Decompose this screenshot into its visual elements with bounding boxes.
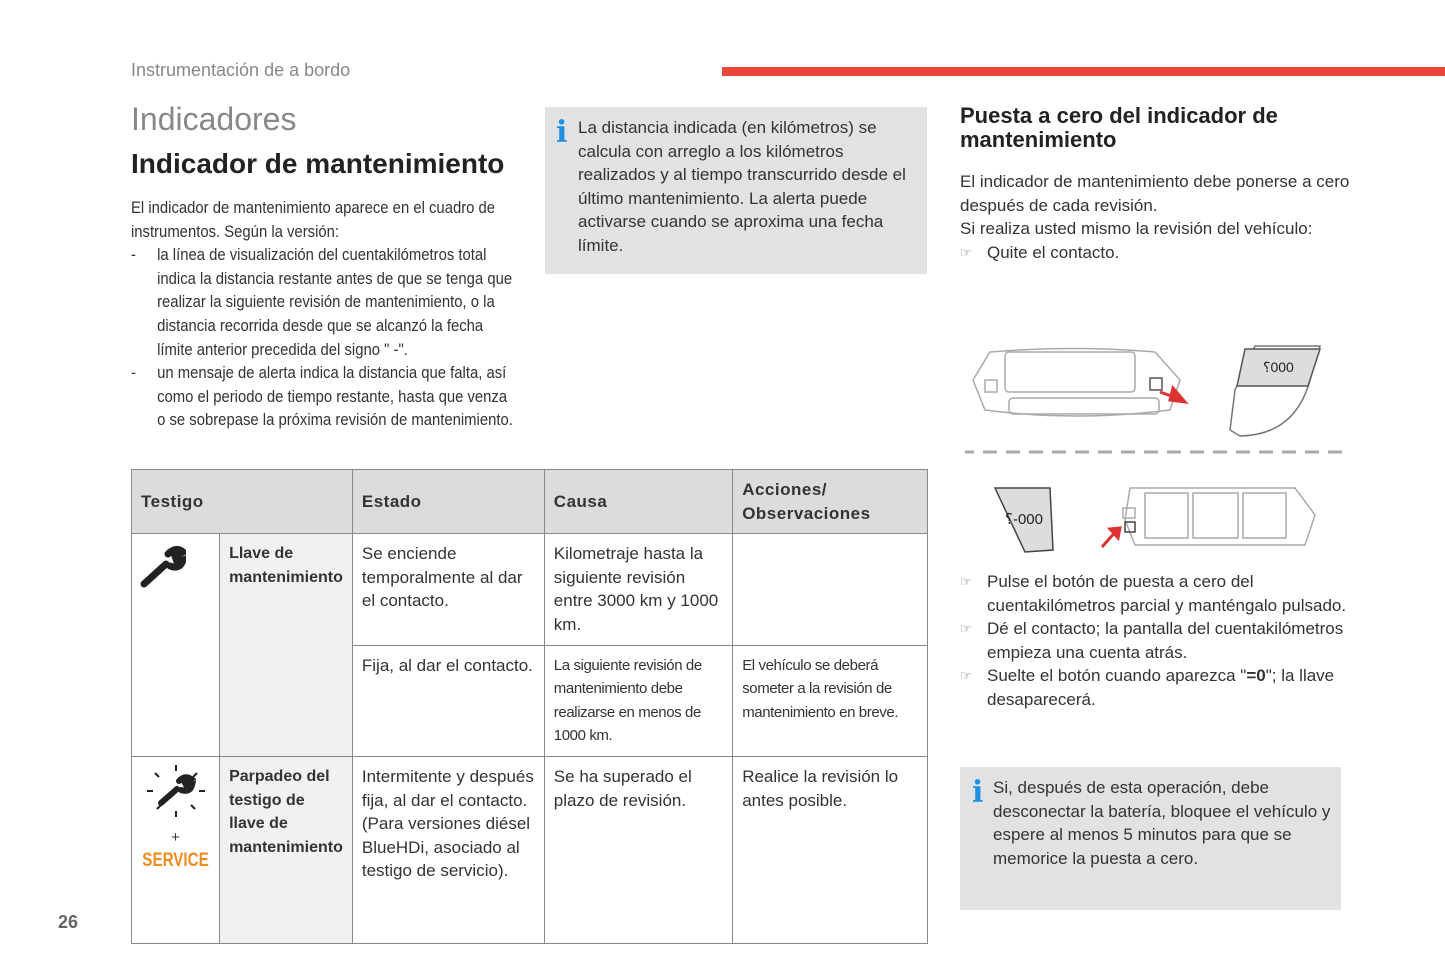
intro — [131, 197, 518, 433]
info-box — [545, 107, 927, 274]
reset-p1: El indicador de mantenimiento debe ponerse a cero después de cada revisión. — [960, 172, 1350, 215]
header-causa: Causa — [544, 470, 732, 534]
pointing-hand-icon: ☞ — [960, 668, 972, 684]
table-header — [132, 470, 928, 534]
cell-acciones: Realice la revisión lo antes posible. — [733, 756, 928, 943]
intro-item-text: un mensaje de alerta indica la distancia que falta, así como el periodo de tiempo restante, hasta que venza o se sobrepase la próxima revisión de mantenimiento. — [157, 364, 513, 430]
cell-acciones: El vehículo se deberá someter a la revisión de mantenimiento en breve. — [733, 645, 928, 756]
pointing-hand-icon: ☞ — [960, 621, 972, 637]
cell-causa: Kilometraje hasta la siguiente revisión entre 3000 km y 1000 km. — [544, 534, 732, 645]
step — [960, 617, 1350, 664]
flashing-wrench-cell — [132, 756, 220, 943]
cell-causa: La siguiente revisión de mantenimiento debe realizarse en menos de 1000 km. — [544, 645, 732, 756]
display-value-countdown: -000 — [1012, 511, 1043, 528]
display-value: 000 — [1270, 359, 1294, 375]
info-icon: i — [972, 775, 984, 810]
cell-estado: Fija, al dar el contacto. — [352, 645, 544, 756]
header-estado: Estado — [352, 470, 544, 534]
svg-text:⸮000: ⸮000 — [1263, 359, 1294, 375]
step — [960, 570, 1350, 617]
plus-sign: + — [171, 828, 180, 846]
accent-bar — [722, 67, 1445, 76]
intro-item-text: la línea de visualización del cuentakilómetros total indica la distancia restante antes de que se tenga que realizar la siguiente revisión de mantenimiento, o la distancia recorrida desde que se alcanzó la fecha límite anterior precedida del signo " -". — [157, 246, 513, 359]
intro-item: - la línea de visualización del cuentakilómetros total indica la distancia restante antes de que se tenga que realizar la siguiente revisión de mantenimiento, o la distancia recorrida desde que se alcanzó la fecha límite anterior precedida del signo " -". — [131, 244, 518, 362]
cell-estado: Intermitente y después fija, al dar el contacto. (Para versiones diésel BlueHDi, asociado al testigo de servicio). — [352, 756, 544, 943]
intro-item: - un mensaje de alerta indica la distancia que falta, así como el periodo de tiempo restante, hasta que venza o se sobrepase la próxima revisión de mantenimiento. — [131, 362, 518, 433]
label-llave: Llave de mantenimiento — [220, 534, 353, 757]
reset-p2: Si realiza usted mismo la revisión del vehículo: — [960, 219, 1313, 239]
info-text: Si, después de esta operación, debe desconectar la batería, bloquee el vehículo y espere al menos 5 minutos para que se memorice la puesta a cero. — [993, 778, 1331, 868]
service-icon: SERVICE — [142, 850, 209, 872]
pointing-hand-icon: ☞ — [960, 244, 972, 260]
page-subtitle: Indicador de mantenimiento — [131, 148, 505, 179]
pointing-hand-icon: ☞ — [960, 574, 972, 589]
svg-text:⸮-000: ⸮-000 — [1005, 511, 1043, 528]
intro-text: El indicador de mantenimiento aparece en el cuadro de instrumentos. Según la versión: — [131, 199, 496, 241]
table-row — [132, 756, 928, 943]
cell-estado: Se enciende temporalmente al dar el contacto. — [352, 534, 544, 645]
step-text: Pulse el botón de puesta a cero del cuentakilómetros parcial y manténgalo pulsado. — [987, 572, 1347, 615]
step — [960, 664, 1350, 711]
table-row — [132, 534, 928, 645]
instrument-illustration — [965, 340, 1345, 560]
info-box-battery — [960, 767, 1341, 910]
header-acciones: Acciones/ Observaciones — [733, 470, 928, 534]
reset-steps — [960, 570, 1350, 712]
cell-causa: Se ha superado el plazo de revisión. — [544, 756, 732, 943]
indicator-table — [131, 469, 928, 944]
header-testigo: Testigo — [132, 470, 353, 534]
info-text: La distancia indicada (en kilómetros) se calcula con arreglo a los kilómetros realizados y al tiempo transcurrido desde el último mantenimiento. La alerta puede activarse cuando se aproxima una fecha límite. — [578, 118, 906, 255]
step — [960, 241, 1350, 265]
wrench-icon — [132, 534, 220, 757]
page-title: Indicadores — [131, 101, 297, 137]
step-text: Quite el contacto. — [987, 242, 1120, 262]
info-icon: i — [556, 115, 568, 150]
flashing-wrench-icon — [145, 763, 207, 819]
step-text: Dé el contacto; la pantalla del cuentakilómetros empieza una cuenta atrás. — [987, 619, 1344, 662]
reset-title: Puesta a cero del indicador de mantenimiento — [960, 103, 1278, 152]
reset-instructions — [960, 170, 1350, 264]
section-header: Instrumentación de a bordo — [131, 60, 351, 80]
page-number: 26 — [58, 912, 79, 932]
cell-acciones — [733, 534, 928, 645]
label-parpadeo: Parpadeo del testigo de llave de mantenimiento — [220, 756, 353, 943]
step-text: Suelte el botón cuando aparezca "=0"; la llave desaparecerá. — [987, 666, 1335, 709]
